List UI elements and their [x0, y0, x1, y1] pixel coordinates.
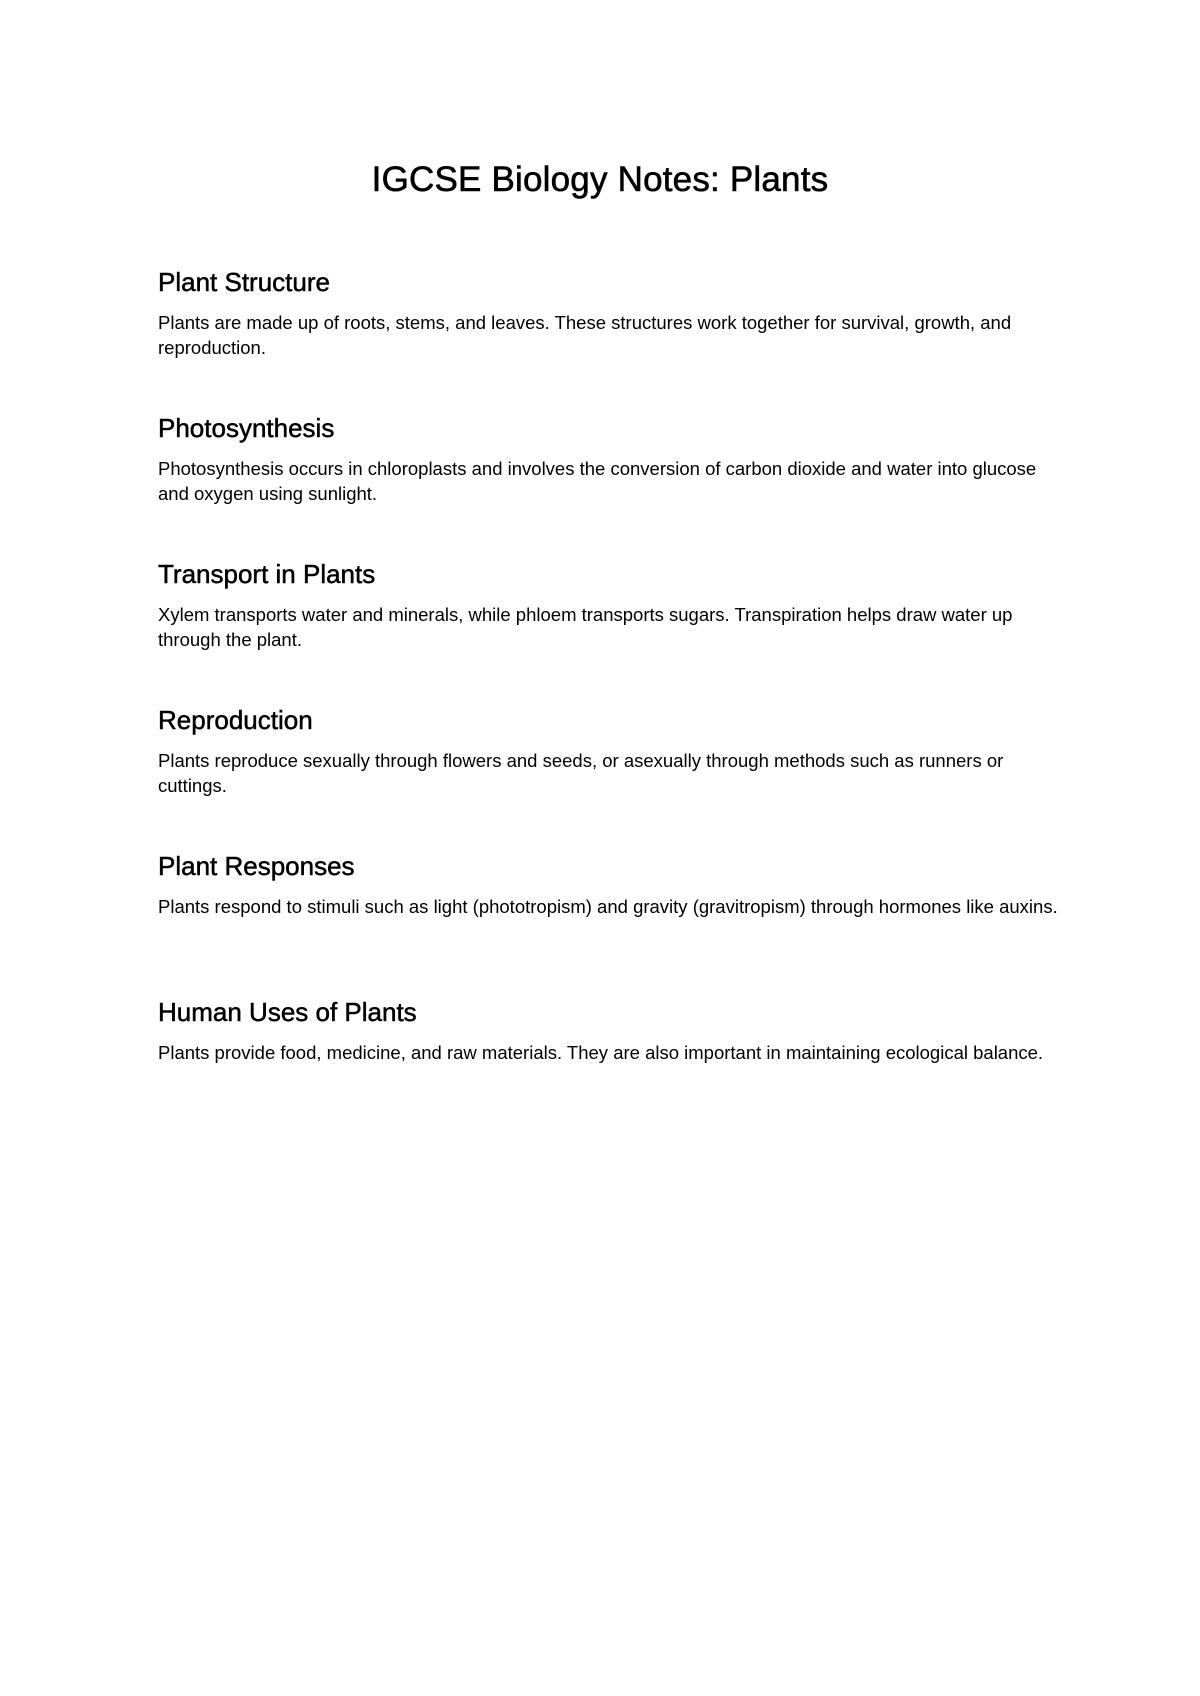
section-transport-in-plants: [158, 558, 1058, 652]
section-body: Plants provide food, medicine, and raw materials. They are also important in maintaining ecological balance.: [158, 1042, 1044, 1063]
section-human-uses-of-plants: [158, 996, 1058, 1065]
section-body: Xylem transports water and minerals, while phloem transports sugars. Transpiration helps draw water up through the plant.: [158, 604, 1013, 650]
section-heading: Plant Responses: [158, 851, 355, 881]
section-body: Plants reproduce sexually through flowers and seeds, or asexually through methods such as runners or cuttings.: [158, 750, 1004, 796]
section-heading: Reproduction: [158, 705, 313, 735]
section-heading: Plant Structure: [158, 267, 330, 297]
section-heading: Photosynthesis: [158, 413, 335, 443]
document-title: IGCSE Biology Notes: Plants: [371, 160, 829, 199]
section-body: Plants respond to stimuli such as light (phototropism) and gravity (gravitropism) through hormones like auxins.: [158, 896, 1058, 917]
section-plant-responses: [158, 850, 1058, 919]
section-heading: Human Uses of Plants: [158, 997, 417, 1027]
section-body: Photosynthesis occurs in chloroplasts and involves the conversion of carbon dioxide and water into glucose and oxygen using sunlight.: [158, 458, 1037, 504]
section-heading: Transport in Plants: [158, 559, 376, 589]
section-body: Plants are made up of roots, stems, and leaves. These structures work together for survival, growth, and reproduction.: [158, 312, 1012, 358]
section-reproduction: [158, 704, 1058, 798]
section-photosynthesis: [158, 412, 1058, 506]
section-plant-structure: [158, 266, 1058, 360]
